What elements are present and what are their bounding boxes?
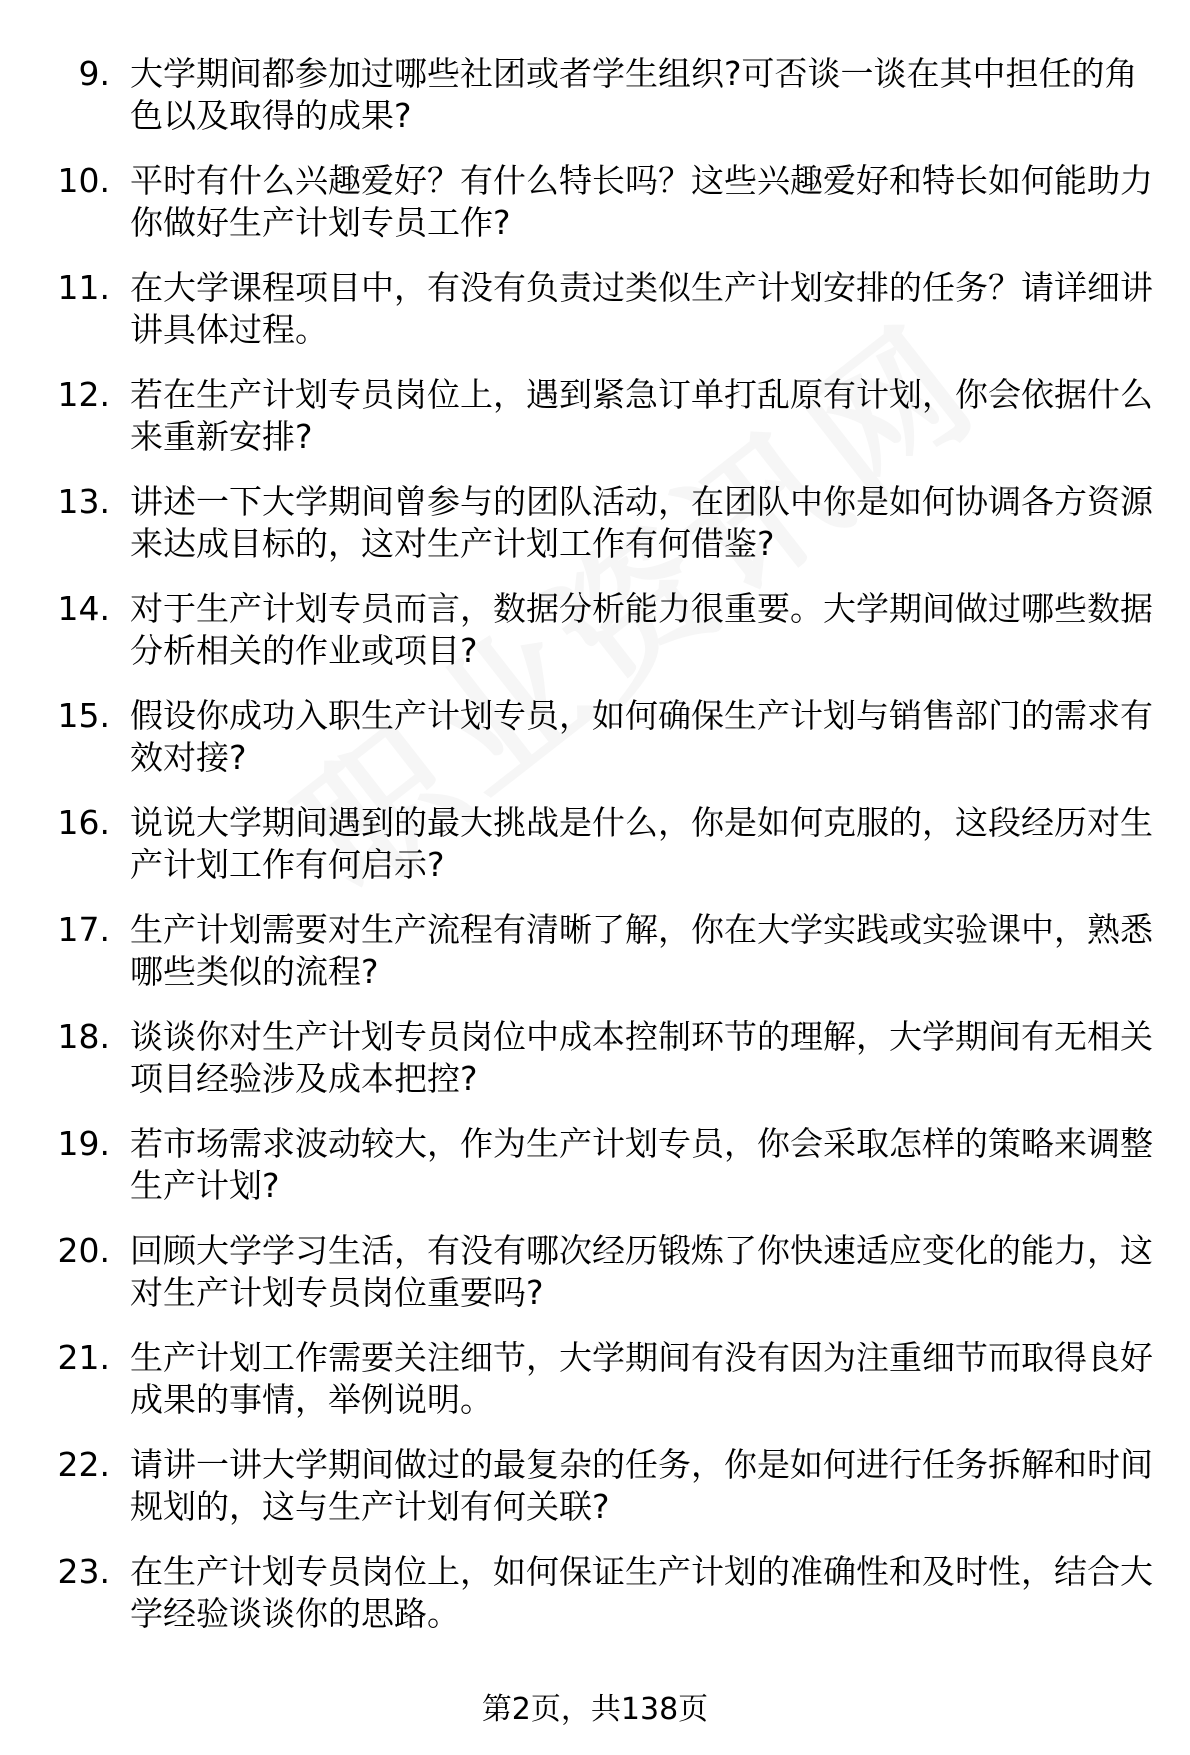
question-number: 14. — [57, 589, 110, 628]
question-number: 13. — [57, 482, 110, 521]
list-item — [0, 53, 1190, 160]
list-item — [0, 695, 1190, 802]
list-item — [0, 1016, 1190, 1123]
question-number: 9. — [78, 54, 110, 93]
question-text: 生产计划工作需要关注细节，大学期间有没有因为注重细节而取得良好成果的事情，举例说明。 — [130, 1338, 1153, 1419]
question-text: 大学期间都参加过哪些社团或者学生组织?可否谈一谈在其中担任的角色以及取得的成果? — [130, 54, 1138, 135]
question-number: 22. — [57, 1445, 110, 1484]
question-text: 假设你成功入职生产计划专员，如何确保生产计划与销售部门的需求有效对接? — [130, 696, 1153, 777]
question-number: 19. — [57, 1124, 110, 1163]
question-text: 在生产计划专员岗位上，如何保证生产计划的准确性和及时性，结合大学经验谈谈你的思路。 — [130, 1552, 1153, 1633]
question-text: 回顾大学学习生活，有没有哪次经历锻炼了你快速适应变化的能力，这对生产计划专员岗位重要吗? — [130, 1231, 1153, 1312]
list-item — [0, 1337, 1190, 1444]
question-number: 11. — [57, 268, 110, 307]
question-text: 生产计划需要对生产流程有清晰了解，你在大学实践或实验课中，熟悉哪些类似的流程? — [130, 910, 1153, 991]
question-text: 谈谈你对生产计划专员岗位中成本控制环节的理解，大学期间有无相关项目经验涉及成本把控? — [130, 1017, 1153, 1098]
list-item — [0, 1444, 1190, 1551]
question-number: 23. — [57, 1552, 110, 1591]
question-number: 16. — [57, 803, 110, 842]
list-item — [0, 267, 1190, 374]
question-number: 15. — [57, 696, 110, 735]
question-number: 21. — [57, 1338, 110, 1377]
list-item — [0, 160, 1190, 267]
question-number: 20. — [57, 1231, 110, 1270]
question-text: 讲述一下大学期间曾参与的团队活动，在团队中你是如何协调各方资源来达成目标的，这对生产计划工作有何借鉴? — [130, 482, 1153, 563]
question-number: 12. — [57, 375, 110, 414]
question-text: 请讲一讲大学期间做过的最复杂的任务，你是如何进行任务拆解和时间规划的，这与生产计划有何关联? — [130, 1445, 1153, 1526]
question-number: 17. — [57, 910, 110, 949]
question-text: 若市场需求波动较大，作为生产计划专员，你会采取怎样的策略来调整生产计划? — [130, 1124, 1153, 1205]
question-text: 说说大学期间遇到的最大挑战是什么，你是如何克服的，这段经历对生产计划工作有何启示? — [130, 803, 1153, 884]
list-item — [0, 1123, 1190, 1230]
question-text: 平时有什么兴趣爱好？有什么特长吗？这些兴趣爱好和特长如何能助力你做好生产计划专员工作? — [130, 161, 1153, 242]
list-item — [0, 802, 1190, 909]
page-number: 第2页，共138页 — [481, 1692, 709, 1727]
list-item — [0, 1551, 1190, 1658]
question-number: 10. — [57, 161, 110, 200]
list-item — [0, 374, 1190, 481]
question-text: 在大学课程项目中，有没有负责过类似生产计划安排的任务？请详细讲讲具体过程。 — [130, 268, 1153, 349]
list-item — [0, 481, 1190, 588]
list-item — [0, 588, 1190, 695]
question-number: 18. — [57, 1017, 110, 1056]
list-item — [0, 909, 1190, 1016]
question-text: 若在生产计划专员岗位上，遇到紧急订单打乱原有计划，你会依据什么来重新安排? — [130, 375, 1153, 456]
question-list — [0, 53, 1190, 1658]
question-text: 对于生产计划专员而言，数据分析能力很重要。大学期间做过哪些数据分析相关的作业或项目? — [130, 589, 1153, 670]
list-item — [0, 1230, 1190, 1337]
